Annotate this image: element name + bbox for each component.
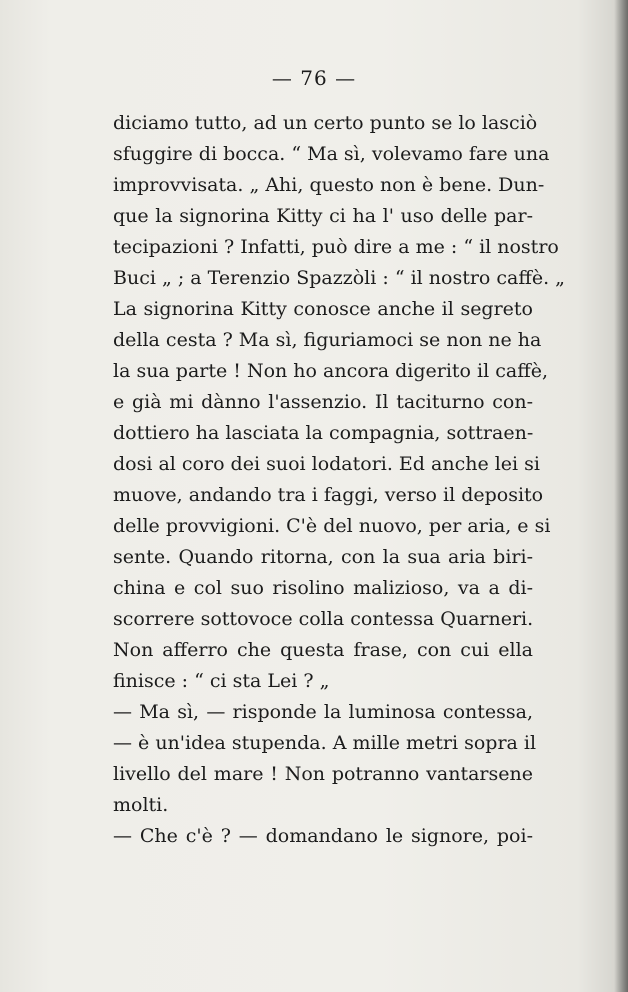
paragraph-2 bbox=[113, 294, 551, 697]
text-line: della cesta ? Ma sì, figuriamoci se non ne ha bbox=[113, 329, 542, 351]
body-text bbox=[113, 108, 566, 852]
text-line: finisce : “ ci sta Lei ? „ bbox=[113, 670, 330, 692]
paragraph-1 bbox=[113, 108, 566, 294]
text-line: scorrere sottovoce colla contessa Quarneri. bbox=[113, 608, 534, 630]
text-line: tecipazioni ? Infatti, può dire a me : “ il nostro bbox=[113, 236, 559, 258]
text-line: Buci „ ; a Terenzio Spazzòli : “ il nostro caffè. „ bbox=[113, 267, 566, 289]
text-line: livello del mare ! Non potranno vantarsene bbox=[113, 763, 533, 785]
text-line: sfuggire di bocca. “ Ma sì, volevamo fare una bbox=[113, 143, 550, 165]
text-line: la sua parte ! Non ho ancora digerito il caffè, bbox=[113, 360, 548, 382]
text-line: — Ma sì, — risponde la luminosa contessa, bbox=[113, 701, 533, 723]
text-line: Non afferro che questa frase, con cui ella bbox=[113, 639, 533, 661]
text-line: molti. bbox=[113, 794, 169, 816]
text-line: china e col suo risolino malizioso, va a di- bbox=[113, 577, 533, 599]
text-line: improvvisata. „ Ahi, questo non è bene. Dun- bbox=[113, 174, 545, 196]
text-line: dottiero ha lasciata la compagnia, sottraen- bbox=[113, 422, 534, 444]
text-line: muove, andando tra i faggi, verso il deposito bbox=[113, 484, 544, 506]
paragraph-4 bbox=[113, 821, 533, 852]
paragraph-3 bbox=[113, 697, 537, 821]
text-line: dosi al coro dei suoi lodatori. Ed anche lei si bbox=[113, 453, 540, 475]
text-line: La signorina Kitty conosce anche il segreto bbox=[113, 298, 533, 320]
text-line: sente. Quando ritorna, con la sua aria biri- bbox=[113, 546, 533, 568]
text-line: e già mi dànno l'assenzio. Il taciturno con- bbox=[113, 391, 533, 413]
text-line: — è un'idea stupenda. A mille metri sopra il bbox=[113, 732, 537, 754]
page-number: — 76 — bbox=[271, 66, 357, 90]
text-line: diciamo tutto, ad un certo punto se lo lasciò bbox=[113, 112, 538, 134]
text-line: — Che c'è ? — domandano le signore, poi- bbox=[113, 825, 533, 847]
page-spine-shadow bbox=[614, 0, 628, 992]
text-line: que la signorina Kitty ci ha l' uso delle par- bbox=[113, 205, 533, 227]
text-line: delle provvigioni. C'è del nuovo, per aria, e si bbox=[113, 515, 551, 537]
